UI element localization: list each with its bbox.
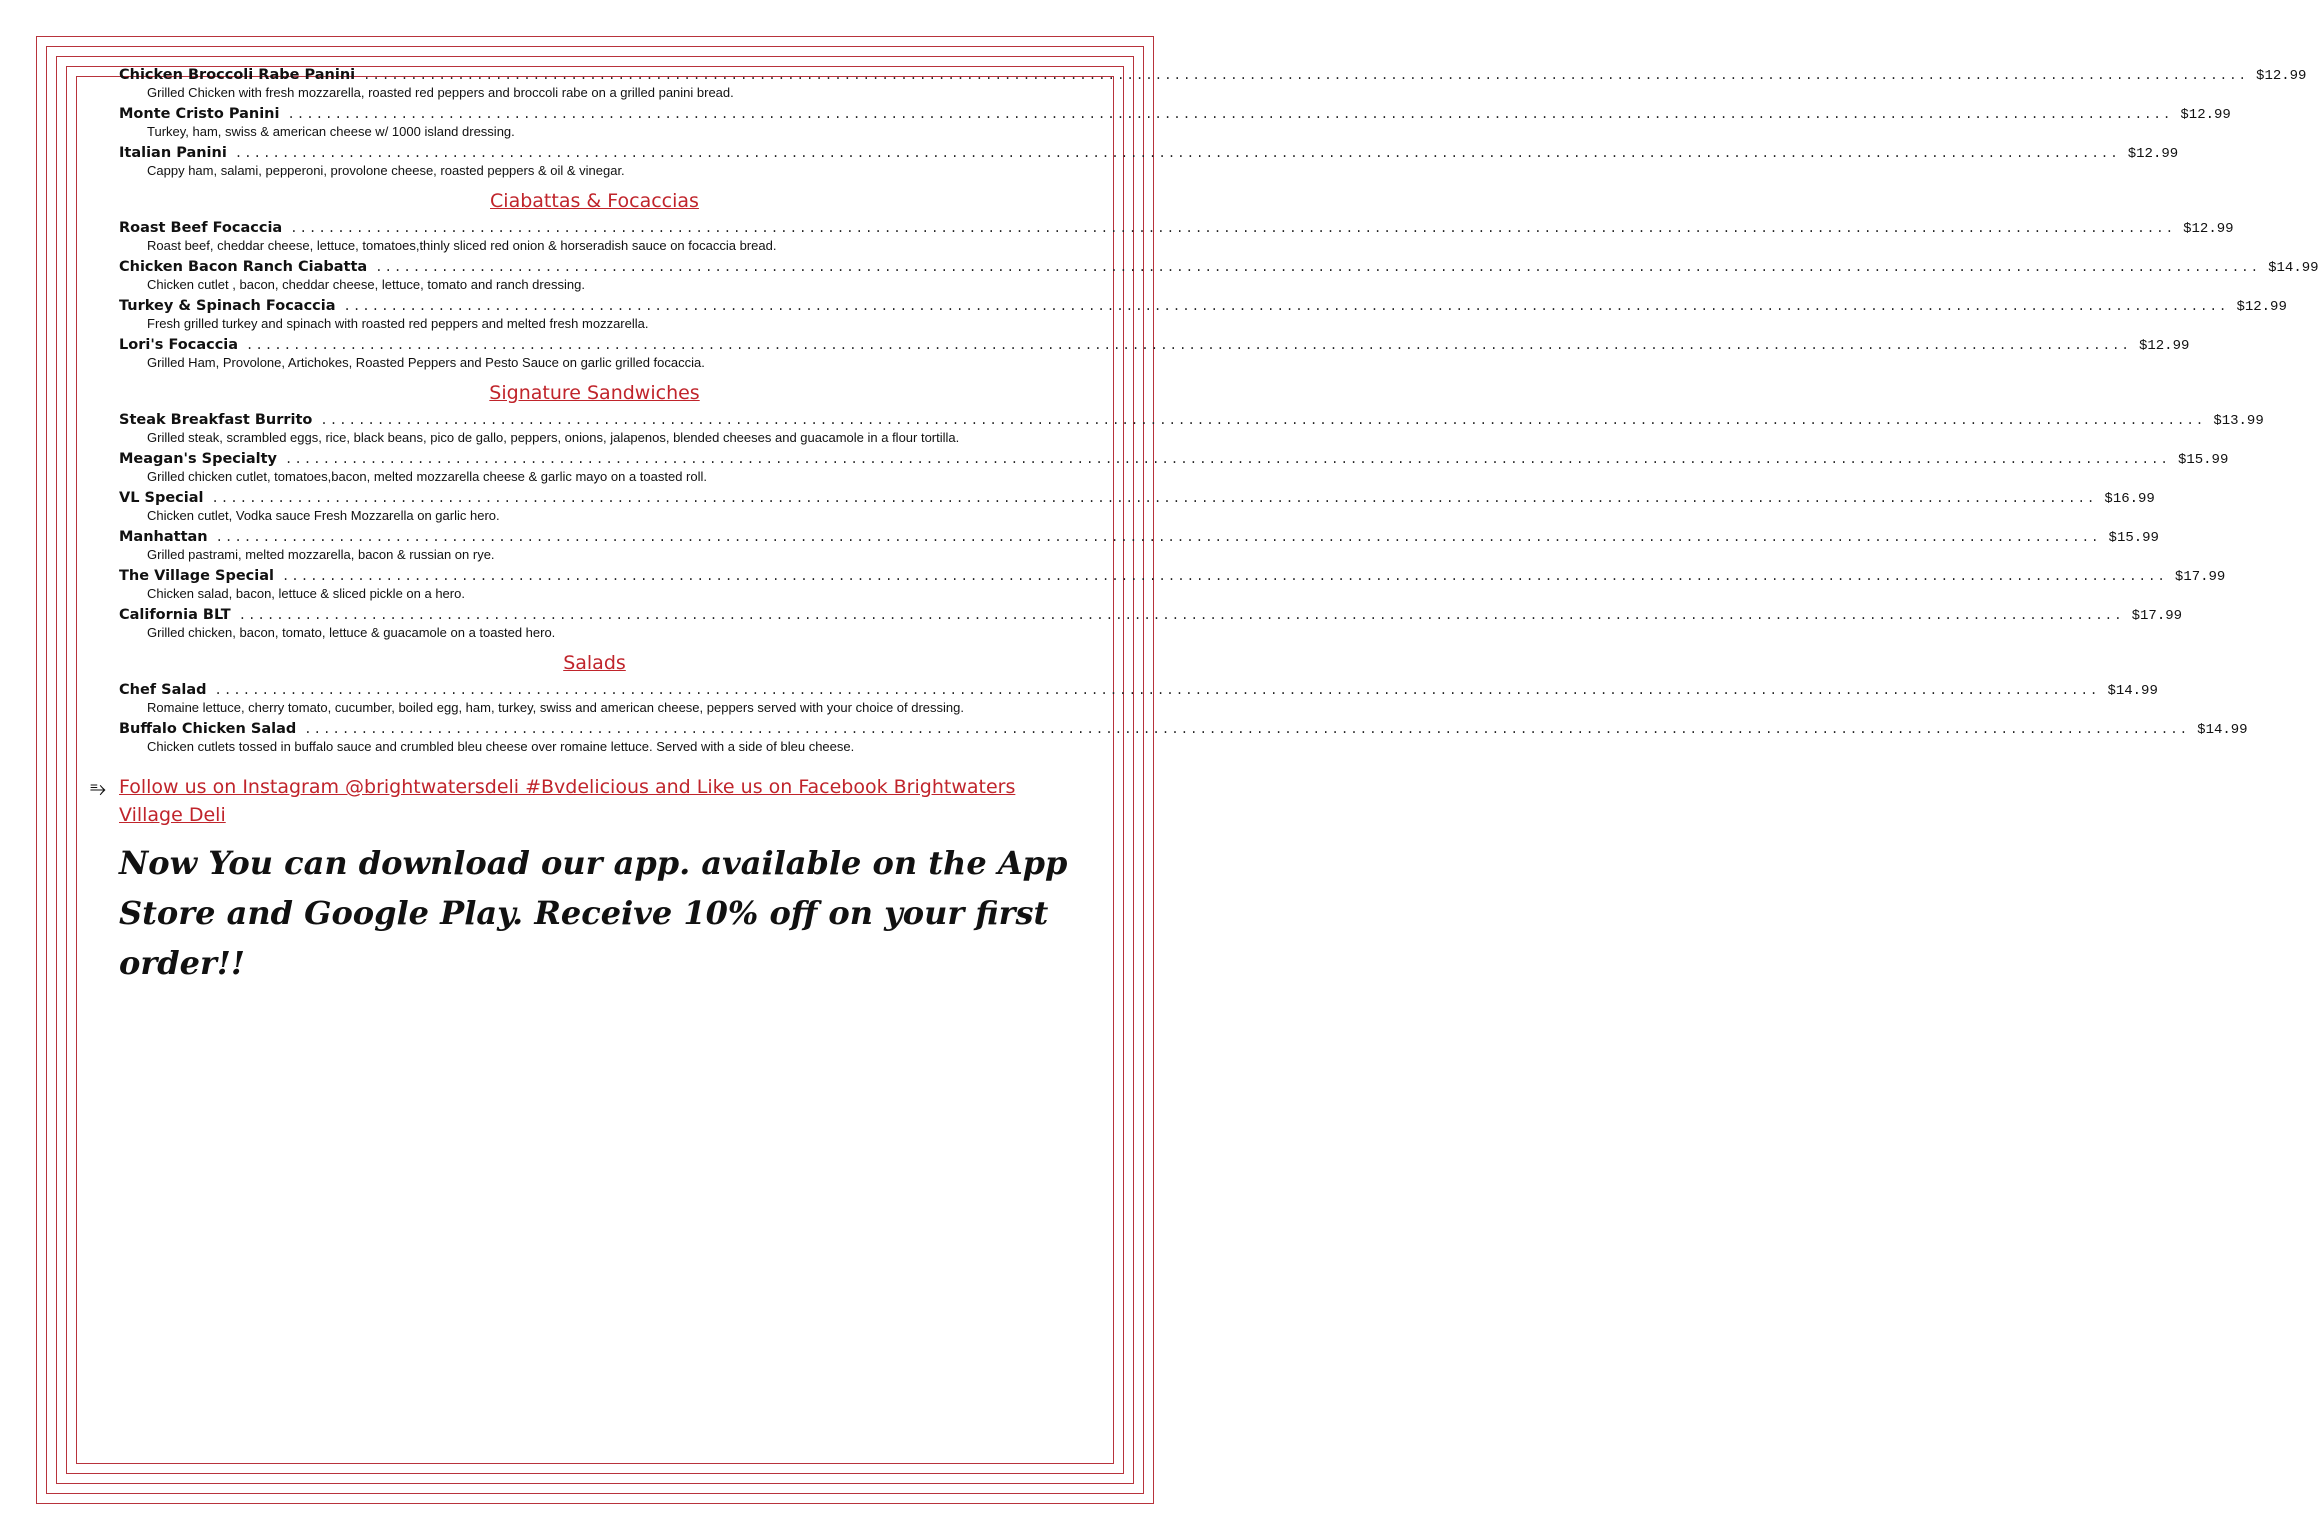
dot-leader: ........................................................................................................................................................................................................ [287,107,2173,121]
menu-item-name: Chicken Broccoli Rabe Panini [119,67,356,83]
menu-item-name: Roast Beef Focaccia [119,220,283,236]
menu-item-description: Turkey, ham, swiss & american cheese w/ 1000 island dressing. [147,124,515,139]
menu-item-name: Chef Salad [119,682,207,698]
menu-item-price: $13.99 [2213,413,2264,429]
dot-leader: ........................................................................................................................................................................................................ [246,338,2131,352]
menu-item-price: $12.99 [2127,146,2179,162]
menu-item-description: Chicken cutlet , bacon, cheddar cheese, lettuce, tomato and ranch dressing. [147,277,585,292]
menu-item-name: Turkey & Spinach Focaccia [119,298,336,314]
menu-item-name: California BLT [119,607,231,623]
menu-item-name: Lori's Focaccia [119,337,239,353]
menu-item [119,567,2226,602]
menu-item-price: $15.99 [2177,452,2229,468]
dot-leader: ........................................................................................................................................................................................................ [363,68,2249,82]
menu-item [119,297,2287,332]
menu-item-description: Grilled chicken cutlet, tomatoes,bacon, melted mozzarella cheese & garlic mayo on a toasted roll. [147,469,707,484]
menu-item [119,219,2234,254]
arrow-icon: ⥱ [90,776,106,800]
menu-item [119,720,2248,755]
menu-item-name: Steak Breakfast Burrito [119,412,313,428]
dot-leader: ........................................................................................................................................................................................................ [375,260,2261,274]
app-promo-text: Now You can download our app. available on the App Store and Google Play. Receive 10% off on your first order!! [119,844,1068,982]
menu-item-price: $14.99 [2197,722,2248,738]
menu-item [119,105,2231,140]
menu-item-price: $12.99 [2256,68,2307,84]
menu-item-price: $17.99 [2131,608,2183,624]
dot-leader: ........................................................................................................................................................................................................ [290,221,2176,235]
menu-item-description: Roast beef, cheddar cheese, lettuce, tomatoes,thinly sliced red onion & horseradish sauce on focaccia bread. [147,238,777,253]
menu-item-price: $12.99 [2236,299,2287,315]
menu-item-price: $14.99 [2268,260,2319,276]
menu-item [119,606,2183,641]
menu-item-price: $12.99 [2138,338,2190,354]
menu-item-name: Chicken Bacon Ranch Ciabatta [119,259,368,275]
menu-item [119,489,2155,524]
menu-item-price: $16.99 [2104,491,2155,507]
menu-item-name: Monte Cristo Panini [119,106,280,122]
menu-item-description: Chicken cutlets tossed in buffalo sauce and crumbled bleu cheese over romaine lettuce. Served with a side of bleu cheese. [147,739,855,754]
menu-item-description: Fresh grilled turkey and spinach with roasted red peppers and melted fresh mozzarella. [147,316,649,331]
menu-item [119,66,2307,101]
menu-item-name: Meagan's Specialty [119,451,278,467]
dot-leader: ........................................................................................................................................................................................................ [234,146,2120,160]
menu-item-description: Chicken cutlet, Vodka sauce Fresh Mozzarella on garlic hero. [147,508,500,523]
menu-item [119,411,2264,446]
menu-item-description: Grilled Ham, Provolone, Artichokes, Roasted Peppers and Pesto Sauce on garlic grilled focaccia. [147,355,705,370]
dot-leader: ........................................................................................................................................................................................................ [343,299,2229,313]
menu-item [119,336,2190,371]
dot-leader: ........................................................................................................................................................................................................ [285,452,2170,466]
dot-leader: ........................................................................................................................................................................................................ [320,413,2206,427]
menu-item-description: Grilled Chicken with fresh mozzarella, roasted red peppers and broccoli rabe on a grilled panini bread. [147,85,734,100]
menu-item-name: VL Special [119,490,204,506]
menu-item [119,144,2179,179]
section-title: Salads [563,652,626,674]
menu-item-price: $12.99 [2183,221,2234,237]
menu-item-name: Manhattan [119,529,208,545]
menu-item-description: Grilled chicken, bacon, tomato, lettuce & guacamole on a toasted hero. [147,625,556,640]
menu-item-price: $17.99 [2174,569,2226,585]
dot-leader: ........................................................................................................................................................................................................ [282,569,2167,583]
menu-item [119,528,2159,563]
menu-item [119,681,2158,716]
dot-leader: ........................................................................................................................................................................................................ [214,683,2100,697]
menu-item-name: Italian Panini [119,145,227,161]
dot-leader: ........................................................................................................................................................................................................ [215,530,2101,544]
menu-item-description: Grilled pastrami, melted mozzarella, bacon & russian on rye. [147,547,495,562]
menu-item-name: Buffalo Chicken Salad [119,721,297,737]
menu-item-price: $15.99 [2108,530,2159,546]
menu-item [119,258,2319,293]
dot-leader: ........................................................................................................................................................................................................ [304,722,2190,736]
menu-item-description: Grilled steak, scrambled eggs, rice, black beans, pico de gallo, peppers, onions, jalapenos, blended cheeses and guacamole in a flour tortilla. [147,430,960,445]
menu-item-price: $14.99 [2107,683,2158,699]
menu-content [119,66,2319,759]
menu-item-name: The Village Special [119,568,274,584]
menu-item-price: $12.99 [2180,107,2231,123]
menu-item-description: Romaine lettuce, cherry tomato, cucumber, boiled egg, ham, turkey, swiss and american cheese, peppers served with your choice of dressing. [147,700,964,715]
menu-item-description: Cappy ham, salami, pepperoni, provolone cheese, roasted peppers & oil & vinegar. [147,163,625,178]
dot-leader: ........................................................................................................................................................................................................ [238,608,2124,622]
menu-item [119,450,2229,485]
section-title: Signature Sandwiches [489,382,700,404]
menu-item-description: Chicken salad, bacon, lettuce & sliced pickle on a hero. [147,586,465,601]
social-follow-link[interactable]: Follow us on Instagram @brightwatersdeli #Bvdelicious and Like us on Facebook Brightwaters Village Deli [119,776,1016,826]
section-title: Ciabattas & Focaccias [490,190,699,212]
dot-leader: ........................................................................................................................................................................................................ [211,491,2097,505]
